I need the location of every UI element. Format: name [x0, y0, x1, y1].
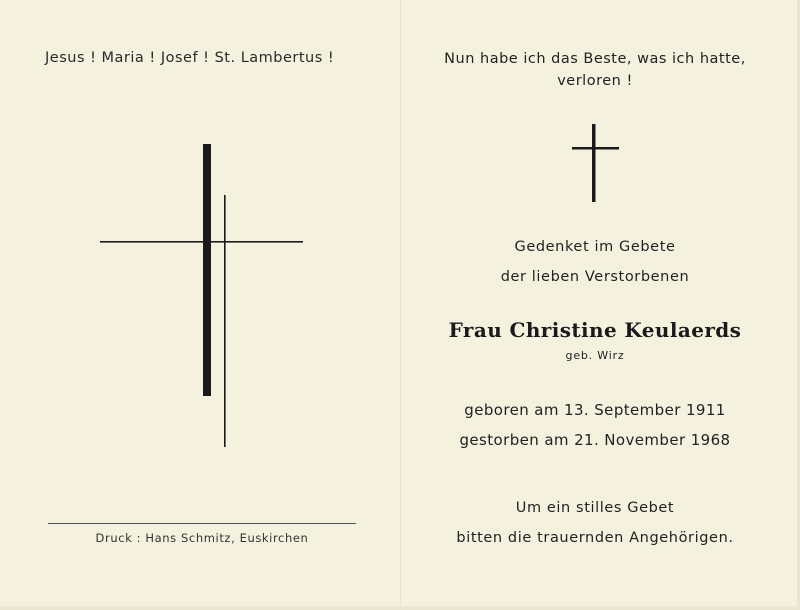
quote-line-2: verloren !: [557, 73, 633, 89]
cross-icon: [570, 124, 620, 202]
cross-thick-bar: [203, 144, 211, 396]
remember-line-1: Gedenket im Gebete: [514, 239, 676, 255]
printer-credit: Druck : Hans Schmitz, Euskirchen: [95, 531, 309, 545]
birth-date: geboren am 13. September 1911: [464, 401, 726, 419]
quote-line-1: Nun habe ich das Beste, was ich hatte,: [444, 51, 746, 67]
cross-crossbar: [100, 241, 303, 243]
invocation-header: Jesus ! Maria ! Josef ! St. Lambertus !: [45, 50, 335, 66]
deceased-name: Frau Christine Keulaerds: [448, 318, 742, 342]
cross-thin-bar: [224, 195, 226, 447]
remembrance-text: [420, 232, 770, 292]
card-edge-bottom: [0, 606, 800, 610]
prayer-line-2: bitten die trauernden Angehörigen.: [456, 530, 734, 546]
death-date: gestorben am 21. November 1968: [459, 431, 731, 449]
quote: [420, 48, 770, 92]
double-cross-icon: [95, 140, 310, 450]
cross-vertical: [592, 124, 596, 202]
life-dates: [420, 395, 770, 455]
remember-line-2: der lieben Verstorbenen: [500, 269, 690, 285]
fold-line: [400, 0, 401, 610]
cross-horizontal: [572, 147, 619, 150]
maiden-name: geb. Wirz: [565, 349, 625, 362]
prayer-request: [420, 493, 770, 553]
prayer-line-1: Um ein stilles Gebet: [515, 500, 675, 516]
printer-divider: [48, 523, 356, 524]
